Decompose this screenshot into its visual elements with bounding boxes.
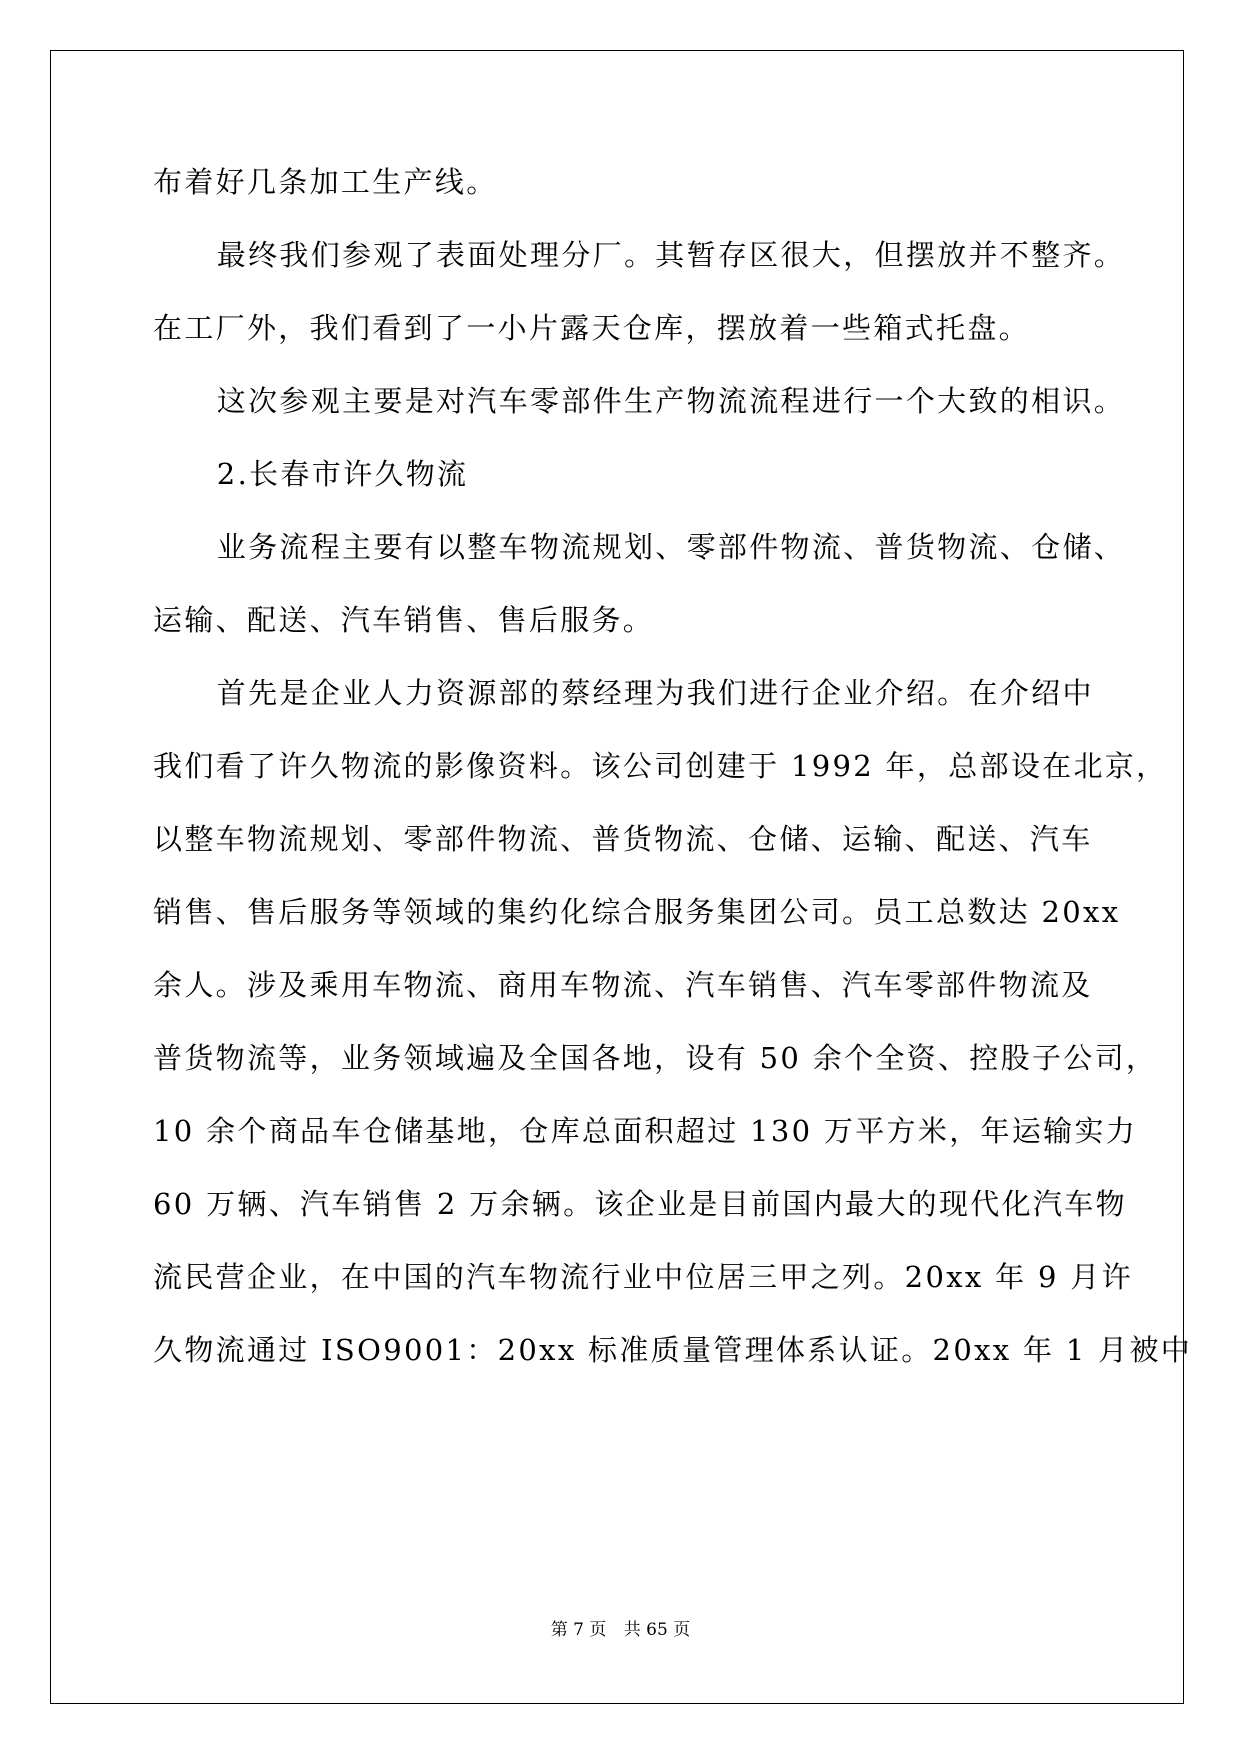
text-line: 余人。涉及乘用车物流、商用车物流、汽车销售、汽车零部件物流及 xyxy=(153,968,1093,1002)
section-heading: 2.长春市许久物流 xyxy=(216,457,469,491)
text-line: 销售、售后服务等领域的集约化综合服务集团公司。员工总数达 20xx xyxy=(153,895,1121,929)
text-line: 60 万辆、汽车销售 2 万余辆。该企业是目前国内最大的现代化汽车物 xyxy=(153,1187,1127,1221)
text-line: 我们看了许久物流的影像资料。该公司创建于 1992 年，总部设在北京， xyxy=(153,749,1168,783)
text-line: 10 余个商品车仓储基地，仓库总面积超过 130 万平方米，年运输实力 xyxy=(153,1114,1138,1148)
text-line: 最终我们参观了表面处理分厂。其暂存区很大，但摆放并不整齐。 xyxy=(216,238,1126,272)
page-number: 第 7 页 xyxy=(550,1620,607,1640)
text-line: 普货物流等，业务领域遍及全国各地，设有 50 余个全资、控股子公司， xyxy=(153,1041,1158,1075)
text-line: 流民营企业，在中国的汽车物流行业中位居三甲之列。20xx 年 9 月许 xyxy=(153,1260,1133,1294)
text-line: 在工厂外，我们看到了一小片露天仓库，摆放着一些箱式托盘。 xyxy=(153,311,1030,345)
text-line: 久物流通过 ISO9001：20xx 标准质量管理体系认证。20xx 年 1 月被中 xyxy=(153,1333,1193,1367)
text-line: 运输、配送、汽车销售、售后服务。 xyxy=(153,603,655,637)
text-line: 业务流程主要有以整车物流规划、零部件物流、普货物流、仓储、 xyxy=(216,530,1126,564)
text-line: 这次参观主要是对汽车零部件生产物流流程进行一个大致的相识。 xyxy=(216,384,1126,418)
text-line: 首先是企业人力资源部的蔡经理为我们进行企业介绍。在介绍中 xyxy=(216,676,1094,710)
page-border xyxy=(50,50,1184,1704)
page-total: 共 65 页 xyxy=(623,1620,691,1640)
page-footer xyxy=(0,1615,1241,1640)
text-line: 以整车物流规划、零部件物流、普货物流、仓储、运输、配送、汽车 xyxy=(153,822,1093,856)
text-line: 布着好几条加工生产线。 xyxy=(153,165,498,199)
